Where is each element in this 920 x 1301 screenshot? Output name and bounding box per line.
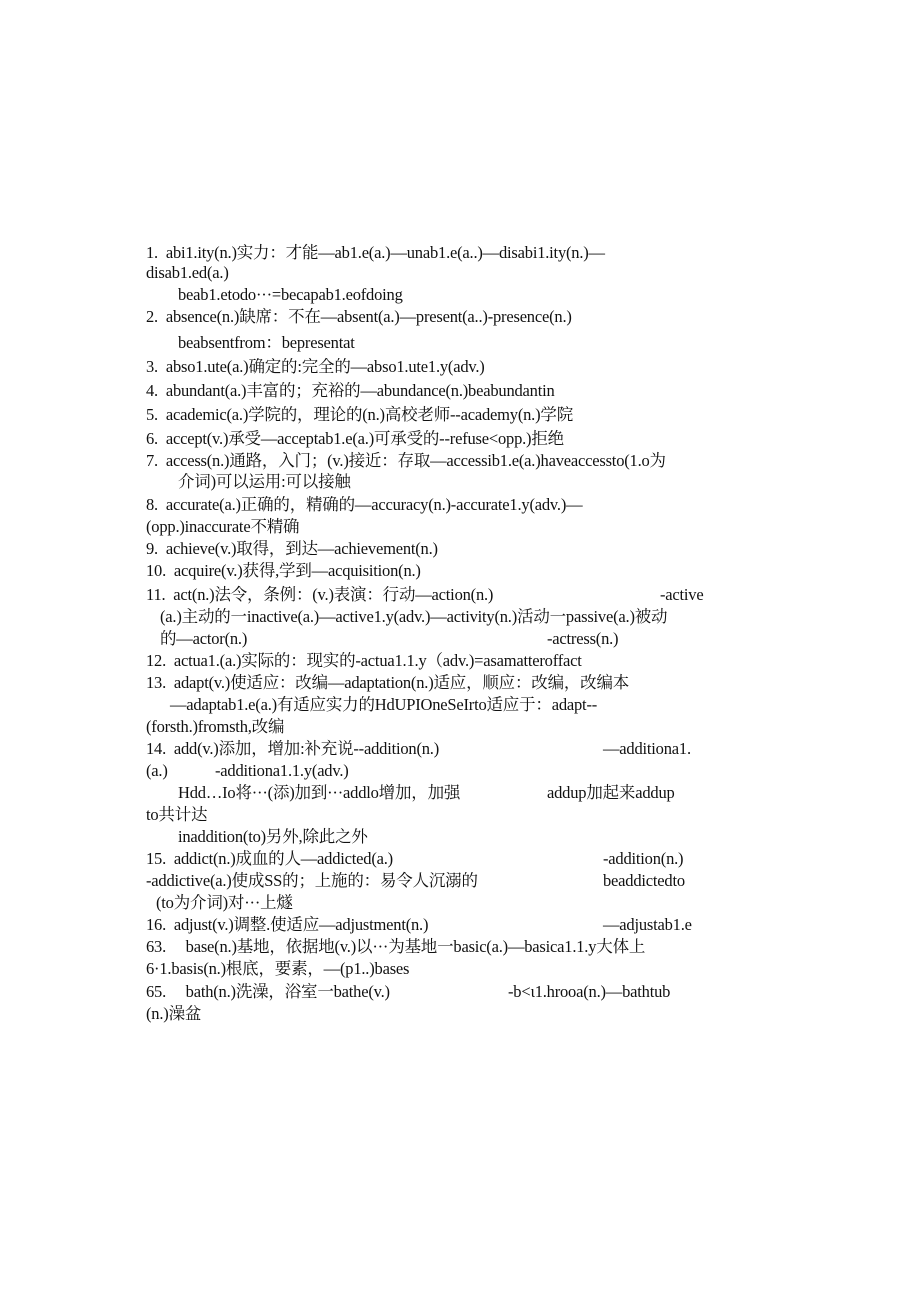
entry-5: 5. academic(a.)学院的，理论的(n.)高校老师--academy(n.)学院: [146, 405, 573, 424]
entry-13-line-2: —adaptab1.e(a.)有适应实力的HdUPIOneSeIrto适应于：adapt--: [170, 695, 598, 714]
entry-14-line-4: to共计达: [146, 805, 208, 824]
entry-11-line-1: 11. act(n.)法令，条例：(v.)表演：行动—action(n.): [146, 585, 494, 604]
entry-7-line-2: 介词)可以运用:可以接触: [178, 472, 351, 491]
entry-11-line-3-tail: -actress(n.): [547, 629, 619, 648]
entry-14-line-1: 14. add(v.)添加，增加:补充说--addition(n.): [146, 739, 440, 758]
entry-14-line-3-tail: addup加起来addup: [547, 783, 675, 802]
entry-13-line-3: (forsth.)fromsth,改编: [146, 717, 285, 736]
entry-63-line-1: 63. base(n.)基地，依据地(v.)以···为基地一basic(a.)—basica1.1.y大体上: [146, 937, 646, 956]
entry-8-line-2: (opp.)inaccurate不精确: [146, 517, 300, 536]
entry-4: 4. abundant(a.)丰富的；充裕的—abundance(n.)beabundantin: [146, 381, 555, 400]
entry-63-line-2: 6·1.basis(n.)根底，要素，—(p1..)bases: [146, 959, 410, 978]
entry-65-line-1: 65. bath(n.)洗澡，浴室一bathe(v.): [146, 982, 390, 1001]
entry-15-line-2: -addictive(a.)使成SS的；上施的：易令人沉溺的: [146, 871, 478, 890]
entry-15-line-3: (to为介词)对···上燧: [156, 893, 293, 912]
entry-65-line-1-tail: -b<ι1.hrooa(n.)—bathtub: [508, 982, 671, 1001]
entry-10: 10. acquire(v.)获得,学到—acquisition(n.): [146, 561, 421, 580]
entry-15-line-2-tail: beaddictedto: [603, 871, 685, 890]
entry-11-line-1-tail: -active: [660, 585, 704, 604]
entry-3: 3. abso1.ute(a.)确定的:完全的—abso1.ute1.y(adv.): [146, 357, 485, 376]
entry-13-line-1: 13. adapt(v.)使适应：改编—adaptation(n.)适应，顺应：改编，改编本: [146, 673, 630, 692]
entry-9: 9. achieve(v.)取得，到达—achievement(n.): [146, 539, 438, 558]
entry-7-line-1: 7. access(n.)通路，入门；(v.)接近：存取—accessib1.e(a.)haveaccessto(1.o为: [146, 451, 666, 470]
entry-65-line-2: (n.)澡盆: [146, 1004, 202, 1023]
entry-16-tail: —adjustab1.e: [603, 915, 692, 934]
entry-11-line-3: 的—actor(n.): [160, 629, 248, 648]
entry-12: 12. actua1.(a.)实际的：现实的-actua1.1.y（adv.)=asamatteroffact: [146, 651, 582, 670]
entry-14-line-3: Hdd…Io将···(添)加到···addlo增加，加强: [178, 783, 461, 802]
entry-2-line-2: beabsentfrom：bepresentat: [178, 333, 355, 352]
entry-2-line-1: 2. absence(n.)缺席：不在—absent(a.)—present(a..)-presence(n.): [146, 307, 572, 326]
entry-14-line-2: (a.): [146, 761, 168, 780]
entry-1-line-2: disab1.ed(a.): [146, 263, 229, 282]
entry-1-line-3: beab1.etodo···=becapab1.eofdoing: [178, 285, 403, 304]
entry-14-line-2-tail: -additiona1.1.y(adv.): [215, 761, 349, 780]
entry-14-line-5: inaddition(to)另外,除此之外: [178, 827, 368, 846]
entry-1-line-1: 1. abi1.ity(n.)实力：才能—ab1.e(a.)—unab1.e(a..)—disabi1.ity(n.)—: [146, 243, 605, 262]
entry-16: 16. adjust(v.)调整.使适应—adjustment(n.): [146, 915, 429, 934]
entry-11-line-2: (a.)主动的一inactive(a.)—active1.y(adv.)—activity(n.)活动一passive(a.)被动: [160, 607, 668, 626]
entry-14-line-1-tail: —additiona1.: [603, 739, 691, 758]
entry-15-line-1: 15. addict(n.)成血的人—addicted(a.): [146, 849, 393, 868]
entry-6: 6. accept(v.)承受—acceptab1.e(a.)可承受的--refuse<opp.)拒绝: [146, 429, 564, 448]
entry-8-line-1: 8. accurate(a.)正确的，精确的—accuracy(n.)-accurate1.y(adv.)—: [146, 495, 583, 514]
entry-15-line-1-tail: -addition(n.): [603, 849, 684, 868]
